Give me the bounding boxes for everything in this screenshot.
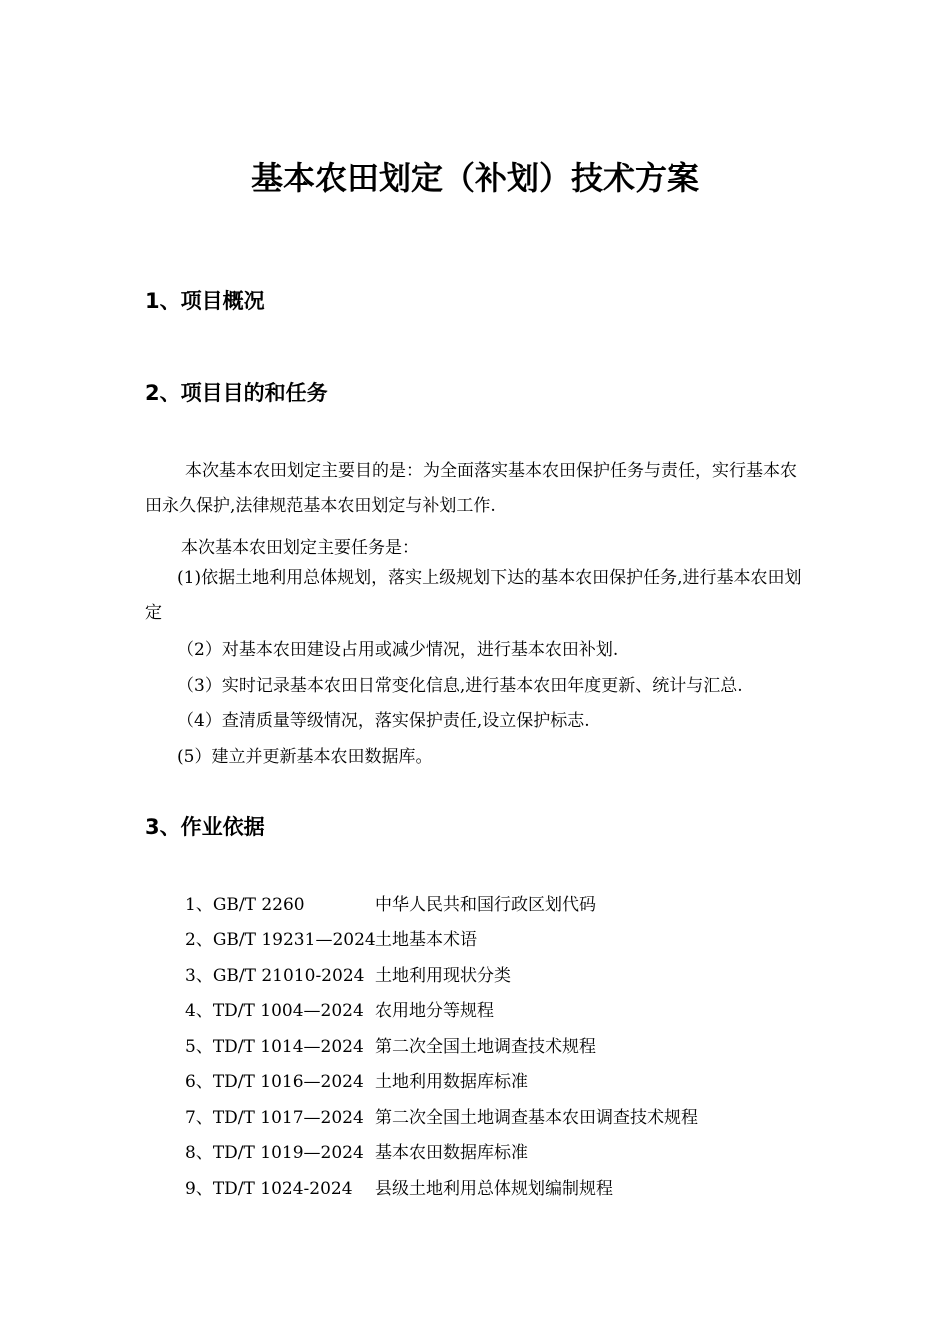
standard-name: 土地基本术语 — [375, 930, 477, 950]
task-item: (5）建立并更新基本农田数据库。 — [177, 747, 433, 767]
standard-item — [185, 963, 511, 989]
standard-item — [185, 1140, 528, 1166]
document-title: 基本农田划定（补划）技术方案 — [250, 159, 699, 197]
standard-item — [185, 1105, 698, 1131]
standard-name: 农用地分等规程 — [375, 1001, 494, 1021]
standard-name: 土地利用现状分类 — [375, 966, 511, 986]
standard-item — [185, 1034, 596, 1060]
standard-name: 基本农田数据库标准 — [375, 1143, 528, 1163]
standard-item — [185, 1069, 528, 1095]
standard-code: 6、TD/T 1016—2024 — [185, 1072, 364, 1092]
standard-code: 5、TD/T 1014—2024 — [185, 1037, 364, 1057]
standard-name: 第二次全国土地调查技术规程 — [375, 1037, 596, 1057]
section-heading-purpose-tasks: 2、项目目的和任务 — [145, 381, 328, 405]
standard-name: 中华人民共和国行政区划代码 — [375, 895, 596, 915]
task-item: （3）实时记录基本农田日常变化信息,进行基本农田年度更新、统计与汇总. — [177, 676, 743, 696]
section-heading-basis: 3、作业依据 — [145, 815, 265, 839]
standard-code: 7、TD/T 1017—2024 — [185, 1108, 364, 1128]
standard-code: 2、GB/T 19231—2024 — [185, 930, 376, 950]
standard-item — [185, 998, 494, 1024]
purpose-paragraph: 本次基本农田划定主要目的是：为全面落实基本农田保护任务与责任，实行基本农田永久保护,法律规范基本农田划定与补划工作. — [145, 461, 797, 516]
task-item: (1)依据土地利用总体规划，落实上级规划下达的基本农田保护任务,进行基本农田划定 — [145, 568, 802, 623]
standard-item — [185, 1176, 613, 1202]
standard-item — [185, 892, 596, 918]
task-item: （2）对基本农田建设占用或减少情况，进行基本农田补划. — [177, 640, 619, 660]
standard-name: 土地利用数据库标准 — [375, 1072, 528, 1092]
standard-code: 9、TD/T 1024-2024 — [185, 1179, 353, 1199]
tasks-intro: 本次基本农田划定主要任务是： — [181, 538, 419, 558]
task-item: （4）查清质量等级情况，落实保护责任,设立保护标志. — [177, 711, 590, 731]
standard-code: 3、GB/T 21010-2024 — [185, 966, 365, 986]
standard-item — [185, 927, 477, 953]
section-heading-overview: 1、项目概况 — [145, 289, 265, 313]
standard-code: 8、TD/T 1019—2024 — [185, 1143, 364, 1163]
standard-code: 1、GB/T 2260 — [185, 895, 305, 915]
standard-name: 第二次全国土地调查基本农田调查技术规程 — [375, 1108, 698, 1128]
standard-name: 县级土地利用总体规划编制规程 — [375, 1179, 613, 1199]
standard-code: 4、TD/T 1004—2024 — [185, 1001, 364, 1021]
